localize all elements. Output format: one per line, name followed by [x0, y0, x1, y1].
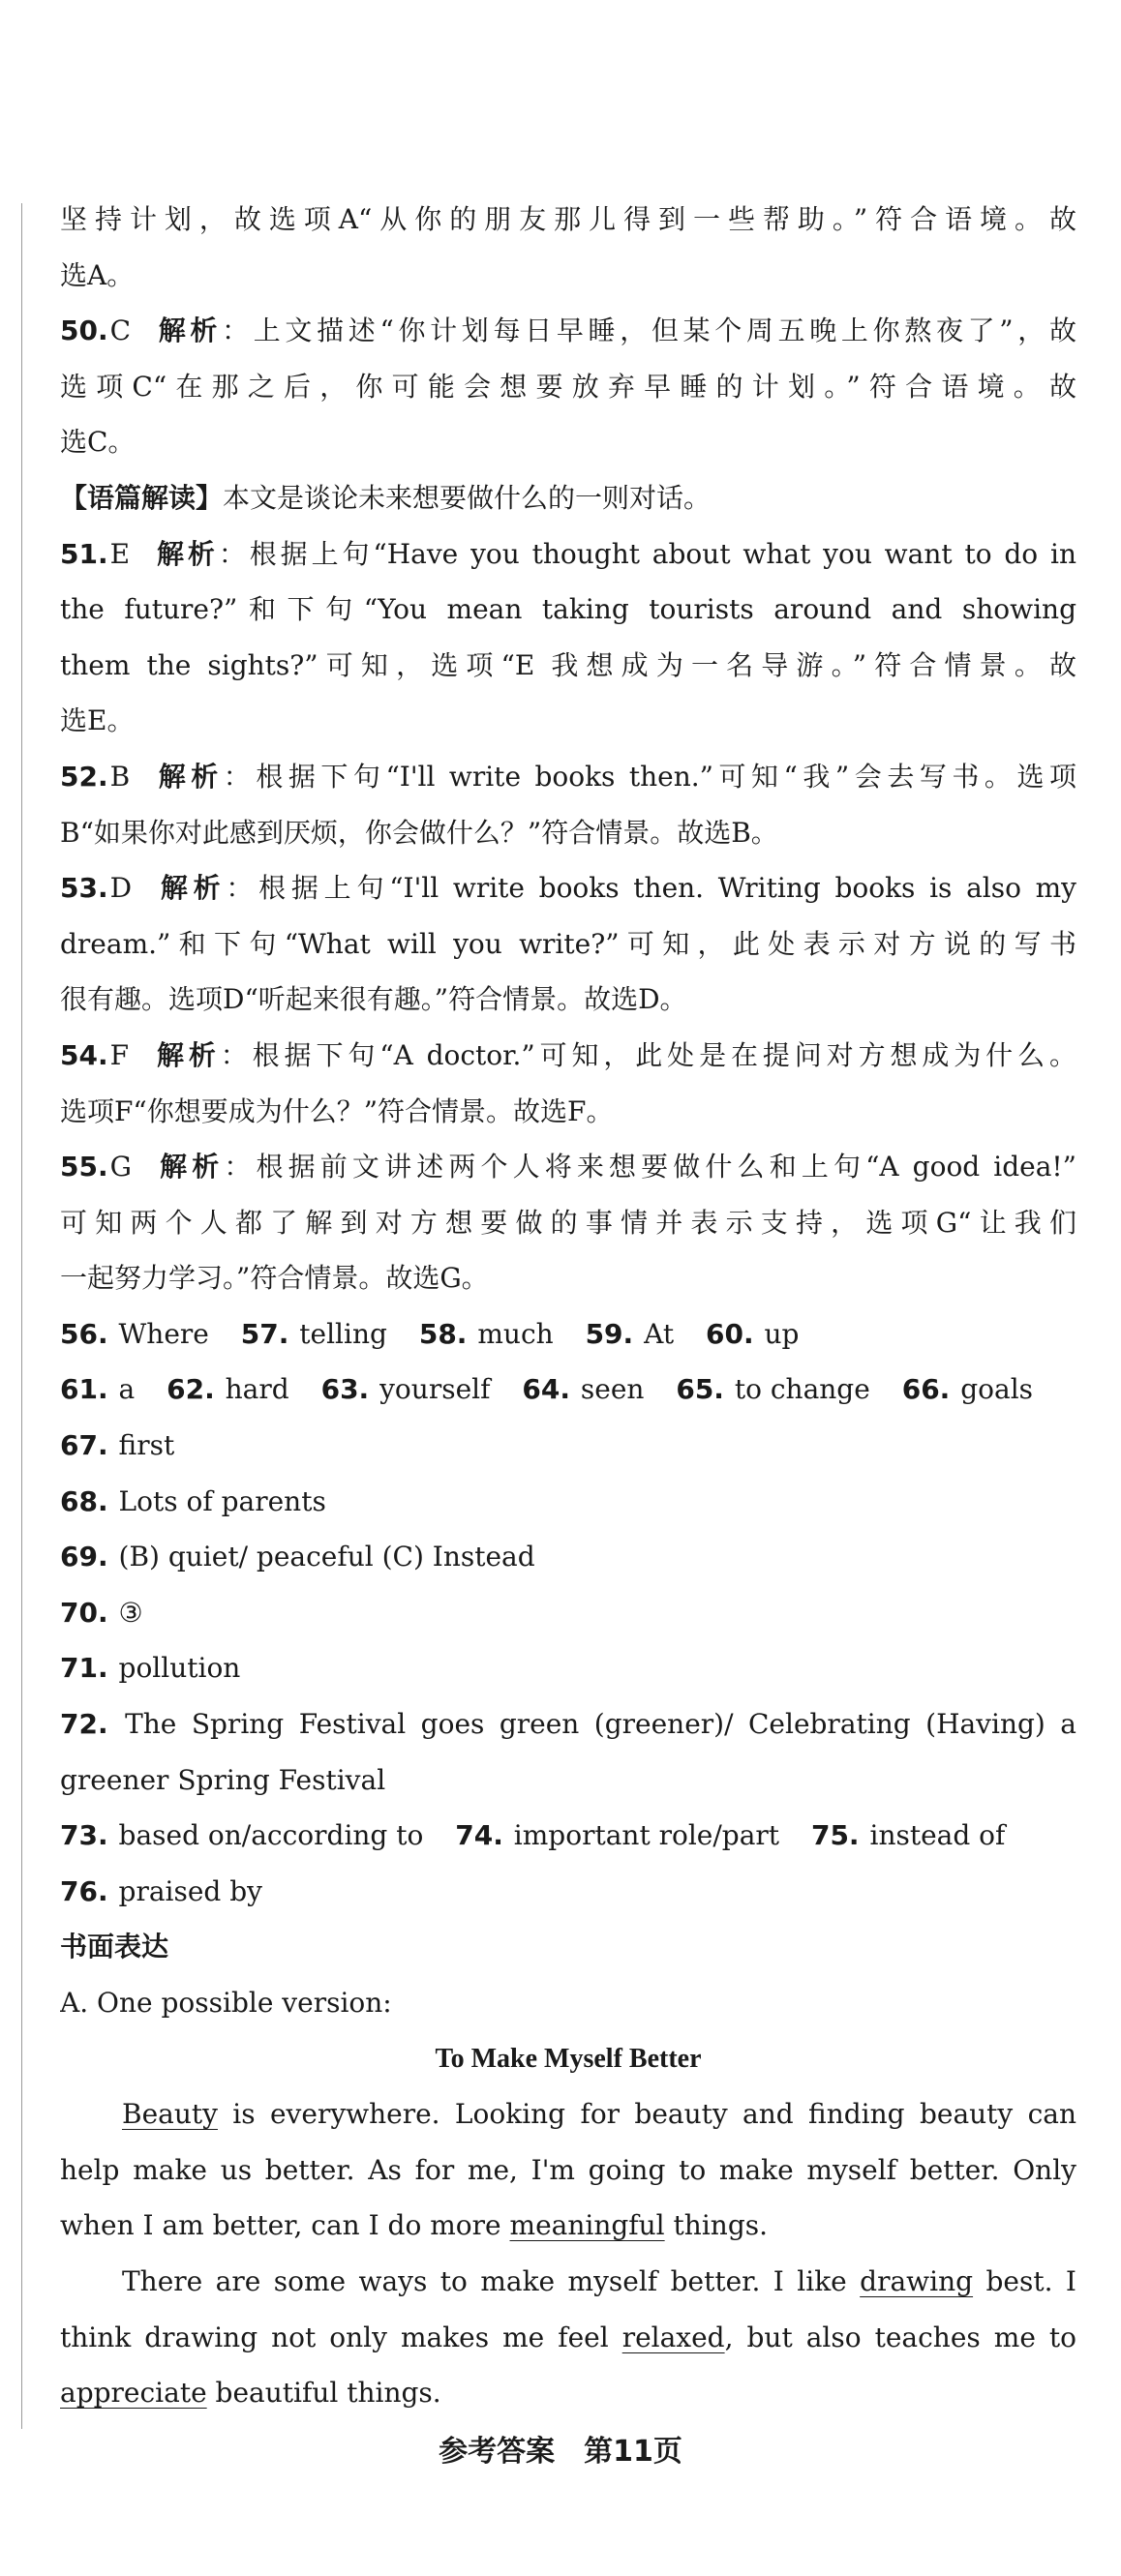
answer-53: 53.D 解析：根据上句“I'll write books then. Writing books is also my: [60, 872, 1076, 905]
text-line: the future?”和下句“You mean taking tourists around and showing: [60, 593, 1076, 626]
text-line: greener Spring Festival: [60, 1763, 386, 1796]
text-line: 选项F“你想要成为什么？”符合情景。故选F。: [60, 1094, 614, 1127]
answer-76: 76. praised by: [60, 1874, 262, 1907]
answer-52: 52.B 解析：根据下句“I'll write books then.”可知“我”会去写书。选项: [60, 760, 1076, 793]
writing-header: 书面表达: [60, 1931, 169, 1963]
text-line: 很有趣。选项D“听起来很有趣。”符合情景。故选D。: [60, 983, 687, 1016]
answers-61-66: 61. a 62. hard 63. yourself 64. seen 65. to change 66. goals: [60, 1373, 1034, 1406]
margin-rule: [21, 203, 22, 2429]
answer-55: 55.G 解析：根据前文讲述两个人将来想要做什么和上句“A good idea!”: [60, 1151, 1076, 1183]
page-footer: 参考答案 第11页: [439, 2435, 682, 2469]
answer-69: 69. (B) quiet/ peaceful (C) Instead: [60, 1541, 535, 1573]
text-line: dream.”和下句“What will you write?”可知，此处表示对方说的写书: [60, 927, 1076, 960]
text-line: 选A。: [60, 258, 135, 291]
answer-50: 50.C 解析：上文描述“你计划每日早睡，但某个周五晚上你熬夜了”，故: [60, 315, 1076, 347]
text-line: B“如果你对此感到厌烦，你会做什么？”符合情景。故选B。: [60, 816, 778, 849]
answer-67: 67. first: [60, 1429, 175, 1462]
essay-line: help make us better. As for me, I'm going to make myself better. Only: [60, 2153, 1076, 2186]
text-line: 坚持计划，故选项A“从你的朋友那儿得到一些帮助。”符合语境。故: [60, 203, 1076, 235]
text-line: 选C。: [60, 426, 136, 459]
writing-intro: A. One possible version:: [60, 1987, 392, 2019]
answer-71: 71. pollution: [60, 1652, 241, 1685]
text-line: 可知两个人都了解到对方想要做的事情并表示支持，选项G“让我们: [60, 1206, 1076, 1239]
answer-72: 72. The Spring Festival goes green (greener)/ Celebrating (Having) a: [60, 1708, 1076, 1741]
text-line: them the sights?”可知，选项“E 我想成为一名导游。”符合情景。故: [60, 648, 1076, 681]
answer-68: 68. Lots of parents: [60, 1484, 326, 1517]
answer-70: 70. ③: [60, 1596, 143, 1629]
essay-line: There are some ways to make myself better. I like drawing best. I: [122, 2264, 1076, 2297]
answer-54: 54.F 解析：根据下句“A doctor.”可知，此处是在提问对方想成为什么。: [60, 1038, 1076, 1071]
text-line: 选项C“在那之后，你可能会想要放弃早睡的计划。”符合语境。故: [60, 370, 1076, 403]
text-line: 选E。: [60, 704, 135, 737]
text-line: 一起努力学习。”符合情景。故选G。: [60, 1262, 489, 1295]
essay-line: think drawing not only makes me feel relaxed, but also teaches me to: [60, 2321, 1076, 2353]
answers-73-75: 73. based on/according to 74. important role/part 75. instead of: [60, 1819, 1006, 1852]
reading-header: 【语篇解读】本文是谈论未来想要做什么的一则对话。: [60, 481, 712, 514]
answer-51: 51.E 解析：根据上句“Have you thought about what you want to do in: [60, 537, 1076, 570]
essay-line: Beauty is everywhere. Looking for beauty and finding beauty can: [122, 2098, 1076, 2131]
essay-line: appreciate beautiful things.: [60, 2377, 441, 2410]
essay-line: when I am better, can I do more meaningful things.: [60, 2209, 769, 2242]
essay-title: To Make Myself Better: [435, 2043, 702, 2074]
answers-56-60: 56. Where 57. telling 58. much 59. At 60. up: [60, 1317, 800, 1350]
answer-key-content: [60, 192, 1076, 2421]
